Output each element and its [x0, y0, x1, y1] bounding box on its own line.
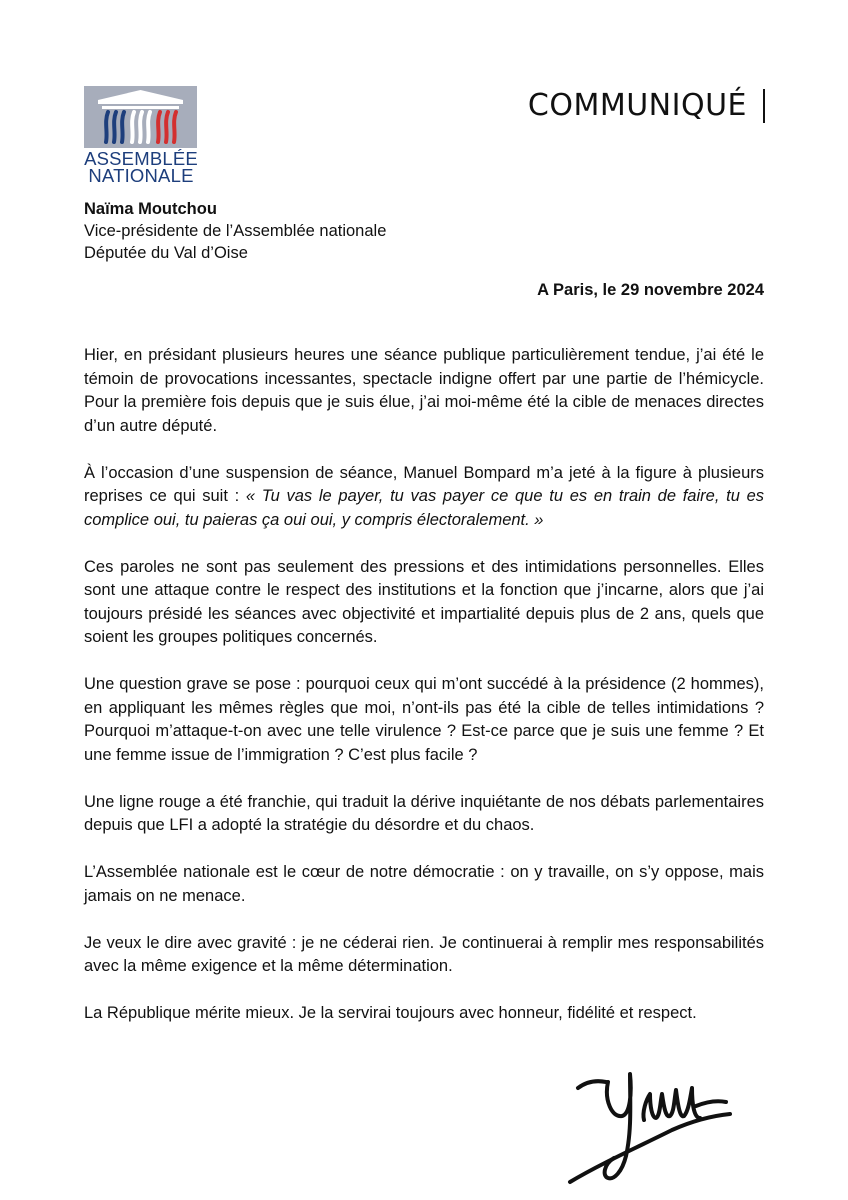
paragraph-6: L’Assemblée nationale est le cœur de notre démocratie : on y travaille, on s’y oppose, mais jamais on ne menace. [84, 863, 764, 905]
logo-line-2: NATIONALE [88, 165, 194, 186]
document-title-block [528, 88, 765, 123]
author-role-deputy: Députée du Val d’Oise [84, 244, 248, 262]
hemicycle-emblem-icon [84, 86, 197, 148]
logo-wordmark [84, 150, 198, 184]
paragraph-5: Une ligne rouge a été franchie, qui traduit la dérive inquiétante de nos débats parlementaires depuis que LFI a adopté la stratégie du désordre et du chaos. [84, 792, 764, 834]
paragraph-7: Je veux le dire avec gravité : je ne céderai rien. Je continuerai à remplir mes responsabilités avec la même exigence et la même détermination. [84, 933, 764, 975]
handwritten-signature [560, 1060, 760, 1190]
logo-line-1: ASSEMBLÉE [84, 148, 198, 169]
author-role-vice-president: Vice-présidente de l’Assemblée nationale [84, 222, 387, 240]
paragraph-8: La République mérite mieux. Je la servirai toujours avec honneur, fidélité et respect. [84, 1004, 697, 1022]
assemblee-nationale-logo [84, 86, 198, 184]
author-block [84, 198, 386, 264]
paragraph-4: Une question grave se pose : pourquoi ceux qui m’ont succédé à la présidence (2 hommes), en appliquant les mêmes règles que moi, n’ont-ils pas été la cible de telles intimidations ? Pourquoi m’attaque-t-on avec une telle virulence ? Est-ce parce que je suis une femme ? Et une femme issue de l’immigration ? C’est plus facile ? [84, 675, 764, 764]
paragraph-1: Hier, en présidant plusieurs heures une séance publique particulièrement tendue, j’ai été le témoin de provocations incessantes, spectacle indigne offert par une partie de l’hémicycle. Pour la première fois depuis que je suis élue, j’ai moi-même été la cible de menaces directes d’un autre député. [84, 346, 764, 435]
paragraph-3: Ces paroles ne sont pas seulement des pressions et des intimidations personnelles. Elles sont une attaque contre le respect des institutions et la fonction que j’incarne, alors que j’ai toujours présidé les séances avec objectivité et impartialité depuis plus de 2 ans, quels que soient les groupes politiques concernés. [84, 557, 764, 646]
author-name: Naïma Moutchou [84, 200, 217, 218]
paragraph-2-intro: À l’occasion d’une suspension de séance, Manuel Bompard m’a jeté à la figure à plusieurs reprises ce qui suit : [84, 463, 764, 505]
document-title: COMMUNIQUÉ [527, 88, 747, 123]
title-divider [763, 89, 765, 123]
communique-body [84, 344, 764, 1049]
dateline: A Paris, le 29 novembre 2024 [537, 281, 764, 299]
bompard-quote: « Tu vas le payer, tu vas payer ce que tu es en train de faire, tu es complice oui, tu paieras ça oui oui, y compris électoralement. » [84, 487, 764, 529]
paragraph-2 [84, 462, 764, 533]
